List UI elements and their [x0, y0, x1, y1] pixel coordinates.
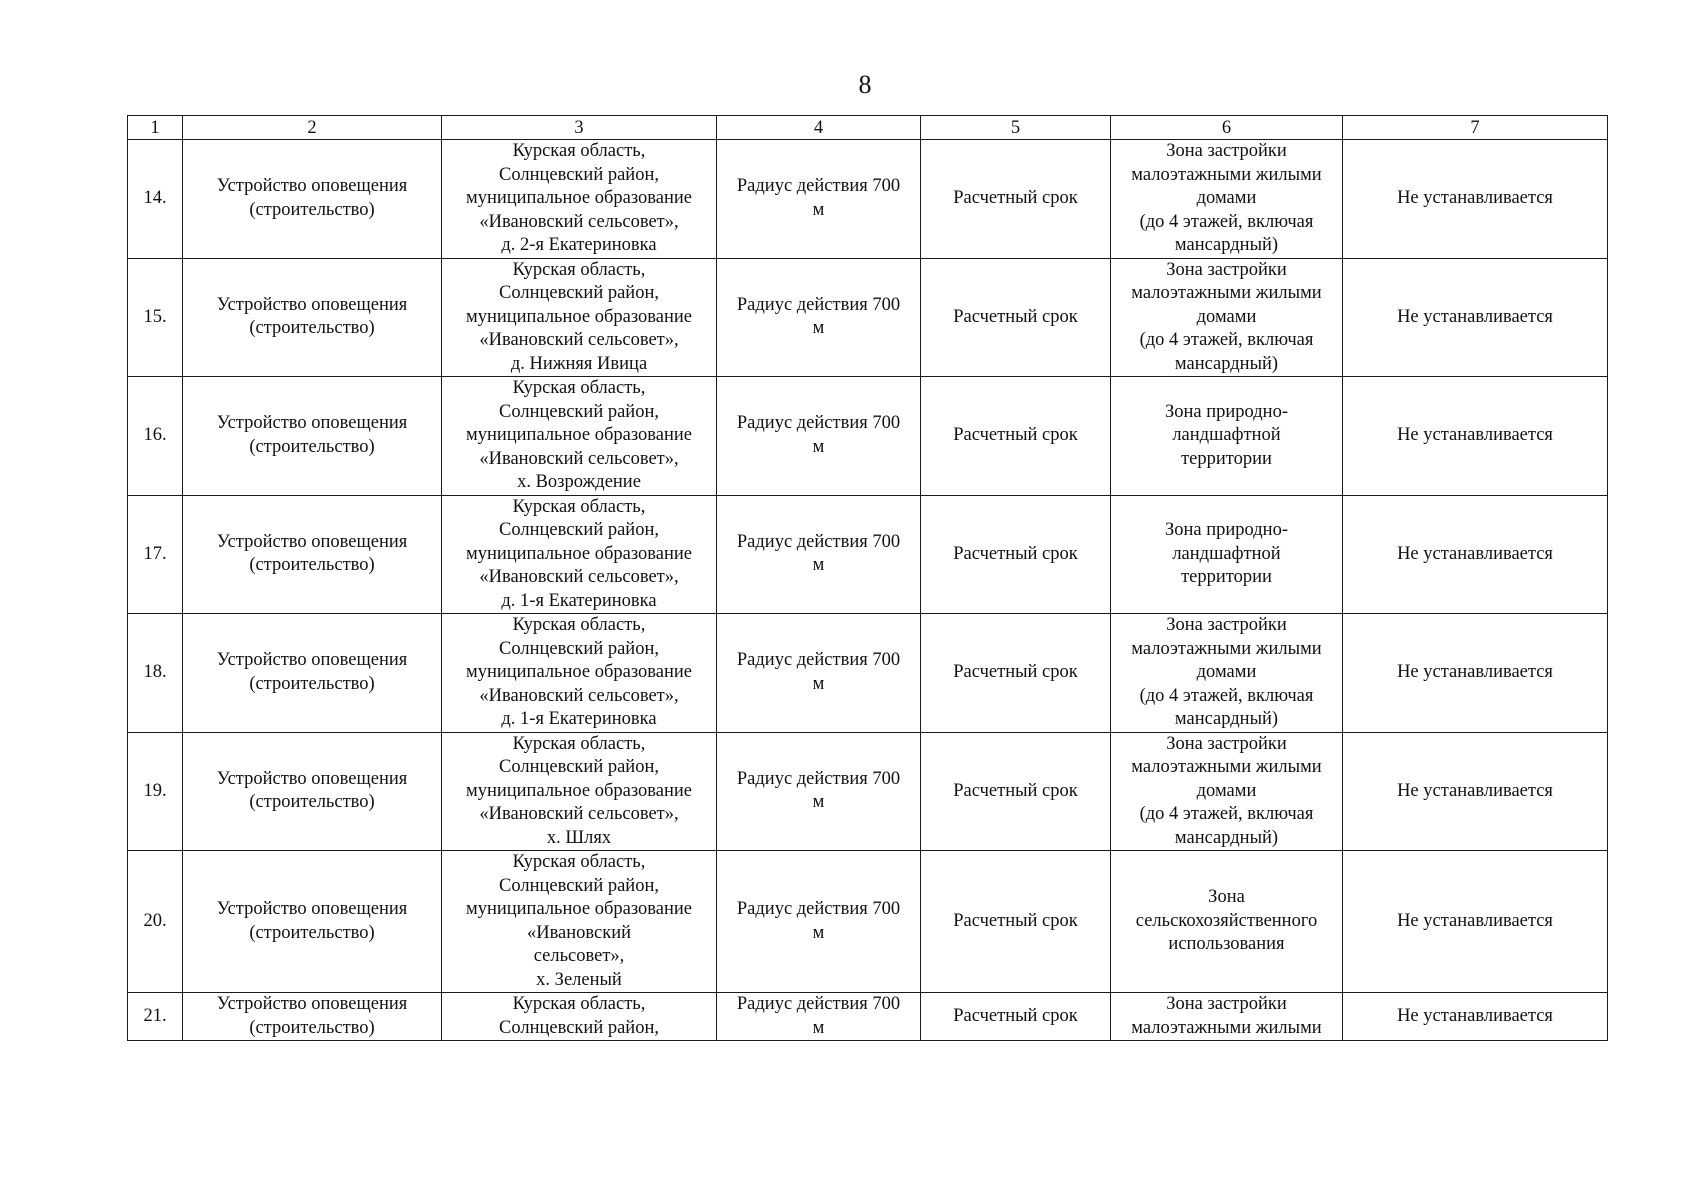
cell-text-line: Зона застройки — [1166, 733, 1287, 754]
cell-text-line: мансардный) — [1174, 709, 1279, 729]
row-number-cell: 17. — [128, 495, 183, 614]
cell-text-line: Радиус действия 700 — [736, 413, 901, 434]
table-row — [128, 732, 1608, 851]
cell-text-line: Радиус действия 700 — [736, 768, 901, 789]
cell-text-line: Устройство оповещения — [216, 176, 408, 197]
characteristic-cell — [717, 614, 921, 733]
restriction-cell — [1343, 495, 1608, 614]
cell-text-line: Устройство оповещения — [216, 768, 408, 789]
cell-text-line: (до 4 этажей, включая — [1139, 685, 1314, 706]
characteristic-cell — [717, 377, 921, 496]
zone-cell — [1111, 993, 1343, 1041]
characteristic-cell — [717, 851, 921, 993]
cell-text-line: Расчетный срок — [953, 306, 1078, 327]
restriction-cell — [1343, 140, 1608, 259]
cell-text-line: домами — [1196, 188, 1257, 208]
cell-text-line: домами — [1196, 306, 1257, 327]
zone-cell — [1111, 495, 1343, 614]
location-cell — [442, 377, 717, 496]
object-name-cell — [183, 377, 442, 496]
table-row — [128, 495, 1608, 614]
table-row — [128, 993, 1608, 1041]
location-cell — [442, 993, 717, 1041]
zone-cell — [1111, 851, 1343, 993]
cell-text-line: малоэтажными жилыми — [1131, 757, 1322, 777]
column-number-cell: 3 — [442, 116, 717, 140]
zone-cell — [1111, 140, 1343, 259]
cell-text-line: «Ивановский сельсовет», — [479, 567, 679, 587]
table-row — [128, 140, 1608, 259]
cell-text-line: Расчетный срок — [953, 188, 1078, 208]
object-name-cell — [183, 495, 442, 614]
location-cell — [442, 614, 717, 733]
characteristic-cell — [717, 732, 921, 851]
object-name-cell — [183, 140, 442, 259]
cell-text-line: (строительство) — [249, 199, 375, 220]
cell-text-line: муниципальное образование — [465, 188, 692, 208]
cell-text-line: муниципальное образование — [465, 425, 692, 445]
cell-text-line: Солнцевский район, — [499, 1017, 659, 1038]
cell-text-line: ландшафтной — [1172, 543, 1281, 564]
cell-text-line: (до 4 этажей, включая — [1139, 211, 1314, 232]
cell-text-line: Расчетный срок — [953, 910, 1078, 931]
row-number-cell: 14. — [128, 140, 183, 259]
restriction-cell — [1343, 614, 1608, 733]
cell-text-line: Зона — [1208, 887, 1245, 908]
cell-text-line: сельскохозяйственного — [1135, 910, 1318, 931]
cell-text-line: Зона природно- — [1165, 401, 1288, 422]
location-cell — [442, 851, 717, 993]
cell-text-line: м — [812, 922, 825, 943]
cell-text-line: (строительство) — [249, 792, 375, 813]
cell-text-line: Курская область, — [512, 496, 646, 517]
cell-text-line: Устройство оповещения — [216, 294, 408, 315]
cell-text-line: м — [812, 318, 825, 339]
cell-text-line: Солнцевский район, — [499, 283, 659, 303]
column-number-cell: 4 — [717, 116, 921, 140]
restriction-cell — [1343, 993, 1608, 1041]
cell-text-line: «Ивановский сельсовет», — [479, 330, 679, 350]
row-number-cell: 15. — [128, 258, 183, 377]
restriction-cell — [1343, 851, 1608, 993]
restriction-cell — [1343, 377, 1608, 496]
cell-text-line: Расчетный срок — [953, 780, 1078, 801]
location-cell — [442, 732, 717, 851]
cell-text-line: территории — [1181, 567, 1272, 587]
term-cell — [921, 140, 1111, 259]
table-row — [128, 614, 1608, 733]
cell-text-line: муниципальное образование — [465, 543, 692, 564]
cell-text-line: (строительство) — [249, 673, 375, 694]
table-row — [128, 851, 1608, 993]
location-cell — [442, 495, 717, 614]
cell-text-line: сельсовет», — [533, 946, 625, 966]
column-number-cell: 7 — [1343, 116, 1608, 140]
cell-text-line: ландшафтной — [1172, 425, 1281, 445]
object-name-cell — [183, 258, 442, 377]
cell-text-line: (строительство) — [249, 436, 375, 457]
restriction-cell — [1343, 258, 1608, 377]
column-number-cell: 2 — [183, 116, 442, 140]
cell-text-line: х. Шлях — [546, 827, 612, 848]
cell-text-line: м — [812, 555, 825, 576]
characteristic-cell — [717, 993, 921, 1041]
cell-text-line: Расчетный срок — [953, 662, 1078, 682]
cell-text-line: Солнцевский район, — [499, 401, 659, 422]
cell-text-line: Зона застройки — [1166, 615, 1287, 635]
cell-text-line: муниципальное образование — [465, 662, 692, 682]
zone-cell — [1111, 614, 1343, 733]
cell-text-line: Устройство оповещения — [216, 650, 408, 671]
cell-text-line: Не устанавливается — [1397, 425, 1553, 445]
cell-text-line: д. Нижняя Ивица — [510, 353, 648, 374]
table-header-row — [128, 116, 1608, 140]
cell-text-line: «Ивановский сельсовет», — [479, 211, 679, 232]
cell-text-line: м — [812, 792, 825, 813]
document-table — [127, 115, 1608, 1041]
cell-text-line: Курская область, — [512, 378, 646, 398]
cell-text-line: (строительство) — [249, 1017, 375, 1038]
table-row — [128, 377, 1608, 496]
cell-text-line: Курская область, — [512, 994, 646, 1014]
column-number-cell: 6 — [1111, 116, 1343, 140]
cell-text-line: Солнцевский район, — [499, 638, 659, 659]
cell-text-line: Не устанавливается — [1397, 780, 1553, 801]
row-number-cell: 19. — [128, 732, 183, 851]
term-cell — [921, 495, 1111, 614]
object-name-cell — [183, 993, 442, 1041]
cell-text-line: м — [812, 199, 825, 220]
cell-text-line: Расчетный срок — [953, 543, 1078, 564]
cell-text-line: мансардный) — [1174, 827, 1279, 848]
cell-text-line: д. 1-я Екатериновка — [501, 709, 657, 729]
cell-text-line: (строительство) — [249, 318, 375, 339]
cell-text-line: д. 2-я Екатериновка — [501, 235, 657, 255]
cell-text-line: «Ивановский сельсовет», — [479, 804, 679, 824]
cell-text-line: Расчетный срок — [953, 425, 1078, 445]
zone-cell — [1111, 732, 1343, 851]
cell-text-line: Радиус действия 700 — [736, 176, 901, 197]
term-cell — [921, 732, 1111, 851]
row-number-cell: 18. — [128, 614, 183, 733]
cell-text-line: территории — [1181, 448, 1272, 469]
cell-text-line: малоэтажными жилыми — [1131, 164, 1322, 185]
cell-text-line: Не устанавливается — [1397, 306, 1553, 327]
cell-text-line: Зона застройки — [1166, 994, 1287, 1014]
cell-text-line: Устройство оповещения — [216, 413, 408, 434]
location-cell — [442, 140, 717, 259]
cell-text-line: Расчетный срок — [953, 1005, 1078, 1026]
cell-text-line: Курская область, — [512, 259, 646, 280]
cell-text-line: м — [812, 673, 825, 694]
cell-text-line: м — [812, 1017, 825, 1038]
cell-text-line: домами — [1196, 662, 1257, 682]
row-number-cell: 20. — [128, 851, 183, 993]
cell-text-line: использования — [1168, 934, 1285, 955]
cell-text-line: Устройство оповещения — [216, 899, 408, 919]
cell-text-line: Не устанавливается — [1397, 910, 1553, 931]
cell-text-line: «Ивановский сельсовет», — [479, 685, 679, 706]
cell-text-line: малоэтажными жилыми — [1131, 1017, 1322, 1038]
cell-text-line: Курская область, — [512, 141, 646, 161]
cell-text-line: Солнцевский район, — [499, 875, 659, 896]
cell-text-line: Зона застройки — [1166, 141, 1287, 161]
cell-text-line: Курская область, — [512, 852, 646, 872]
page-number: 8 — [858, 70, 872, 99]
object-name-cell — [183, 851, 442, 993]
cell-text-line: (строительство) — [249, 922, 375, 943]
cell-text-line: (до 4 этажей, включая — [1139, 330, 1314, 350]
cell-text-line: х. Зеленый — [536, 969, 622, 990]
cell-text-line: Солнцевский район, — [499, 520, 659, 540]
cell-text-line: муниципальное образование — [465, 306, 692, 327]
cell-text-line: мансардный) — [1174, 235, 1279, 255]
row-number-cell: 21. — [128, 993, 183, 1041]
cell-text-line: домами — [1196, 780, 1257, 801]
zone-cell — [1111, 258, 1343, 377]
term-cell — [921, 377, 1111, 496]
cell-text-line: муниципальное образование — [465, 780, 692, 801]
cell-text-line: Радиус действия 700 — [736, 994, 901, 1014]
cell-text-line: Не устанавливается — [1397, 1005, 1553, 1026]
cell-text-line: малоэтажными жилыми — [1131, 283, 1322, 303]
cell-text-line: Радиус действия 700 — [736, 650, 901, 671]
object-name-cell — [183, 732, 442, 851]
cell-text-line: д. 1-я Екатериновка — [501, 590, 657, 611]
cell-text-line: м — [812, 436, 825, 457]
restriction-cell — [1343, 732, 1608, 851]
cell-text-line: Радиус действия 700 — [736, 531, 901, 552]
term-cell — [921, 993, 1111, 1041]
cell-text-line: малоэтажными жилыми — [1131, 638, 1322, 659]
object-name-cell — [183, 614, 442, 733]
cell-text-line: Радиус действия 700 — [736, 899, 901, 919]
cell-text-line: (до 4 этажей, включая — [1139, 804, 1314, 824]
cell-text-line: муниципальное образование — [465, 899, 692, 919]
characteristic-cell — [717, 140, 921, 259]
cell-text-line: Курская область, — [512, 733, 646, 754]
characteristic-cell — [717, 258, 921, 377]
cell-text-line: (строительство) — [249, 555, 375, 576]
cell-text-line: Устройство оповещения — [216, 531, 408, 552]
cell-text-line: Солнцевский район, — [499, 164, 659, 185]
row-number-cell: 16. — [128, 377, 183, 496]
column-number-cell: 1 — [128, 116, 183, 140]
cell-text-line: х. Возрождение — [517, 472, 641, 492]
cell-text-line: «Ивановский сельсовет», — [479, 448, 679, 469]
cell-text-line: Устройство оповещения — [216, 994, 408, 1014]
term-cell — [921, 614, 1111, 733]
term-cell — [921, 258, 1111, 377]
cell-text-line: Зона природно- — [1165, 520, 1288, 540]
term-cell — [921, 851, 1111, 993]
characteristic-cell — [717, 495, 921, 614]
cell-text-line: Зона застройки — [1166, 259, 1287, 280]
zone-cell — [1111, 377, 1343, 496]
cell-text-line: мансардный) — [1174, 353, 1279, 374]
cell-text-line: Не устанавливается — [1397, 188, 1553, 208]
column-number-cell: 5 — [921, 116, 1111, 140]
cell-text-line: «Ивановский — [526, 922, 632, 943]
cell-text-line: Не устанавливается — [1397, 662, 1553, 682]
cell-text-line: Не устанавливается — [1397, 543, 1553, 564]
table-row — [128, 258, 1608, 377]
cell-text-line: Солнцевский район, — [499, 757, 659, 777]
cell-text-line: Радиус действия 700 — [736, 294, 901, 315]
location-cell — [442, 258, 717, 377]
cell-text-line: Курская область, — [512, 615, 646, 635]
